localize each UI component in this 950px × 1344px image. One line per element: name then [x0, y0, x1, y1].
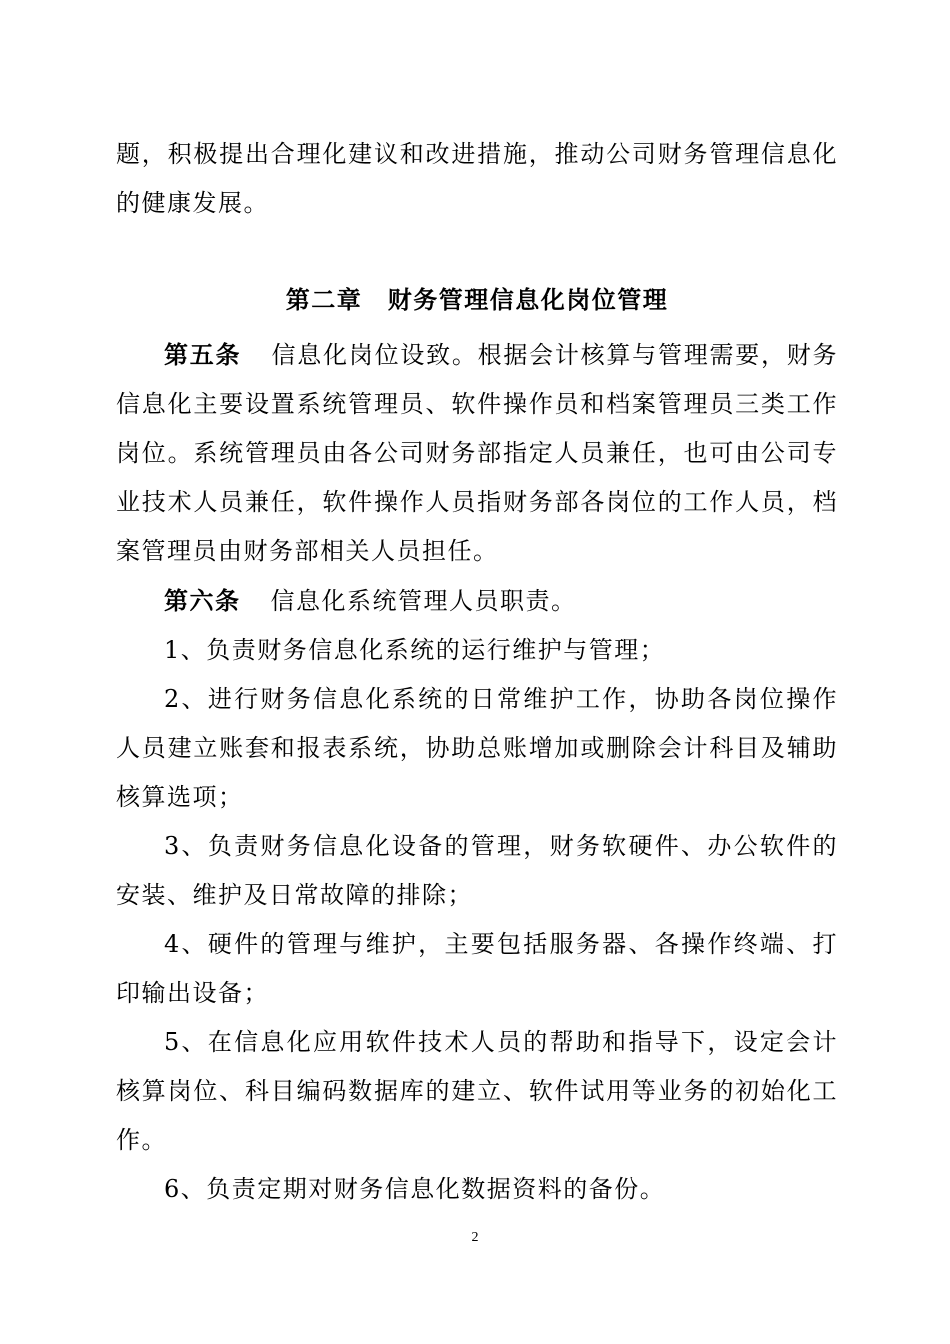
article-5-text: 信息化岗位设致。根据会计核算与管理需要，财务信息化主要设置系统管理员、软件操作员和档案管理员三类工作岗位。系统管理员由各公司财务部指定人员兼任，也可由公司专业技术人员兼任，软件操作人员指财务部各岗位的工作人员，档案管理员由财务部相关人员担任。 [116, 341, 838, 565]
duty-item-3: 3、负责财务信息化设备的管理，财务软硬件、办公软件的安装、维护及日常故障的排除； [116, 832, 838, 909]
body-block [116, 330, 838, 1214]
article-6-label: 第六条 [164, 586, 241, 615]
duty-item-1: 1、负责财务信息化系统的运行维护与管理； [164, 636, 666, 664]
continuation-paragraph: 题，积极提出合理化建议和改进措施，推动公司财务管理信息化的健康发展。 [116, 140, 838, 217]
article-5-paragraph [116, 330, 838, 576]
chapter-title: 第二章 财务管理信息化岗位管理 [285, 285, 669, 314]
article-6-paragraph [116, 576, 838, 626]
continuation-block [116, 130, 838, 228]
article-5-label: 第五条 [164, 340, 242, 369]
duty-item-6: 6、负责定期对财务信息化数据资料的备份。 [164, 1175, 666, 1203]
duty-item-4: 4、硬件的管理与维护，主要包括服务器、各操作终端、打印输出设备； [116, 930, 838, 1007]
duty-item-5: 5、在信息化应用软件技术人员的帮助和指导下，设定会计核算岗位、科目编码数据库的建立、软件试用等业务的初始化工作。 [116, 1028, 838, 1154]
article-6-text: 信息化系统管理人员职责。 [270, 587, 577, 615]
page-number: 2 [471, 1230, 479, 1245]
duty-item-2: 2、进行财务信息化系统的日常维护工作，协助各岗位操作人员建立账套和报表系统，协助总账增加或删除会计科目及辅助核算选项； [116, 685, 838, 811]
